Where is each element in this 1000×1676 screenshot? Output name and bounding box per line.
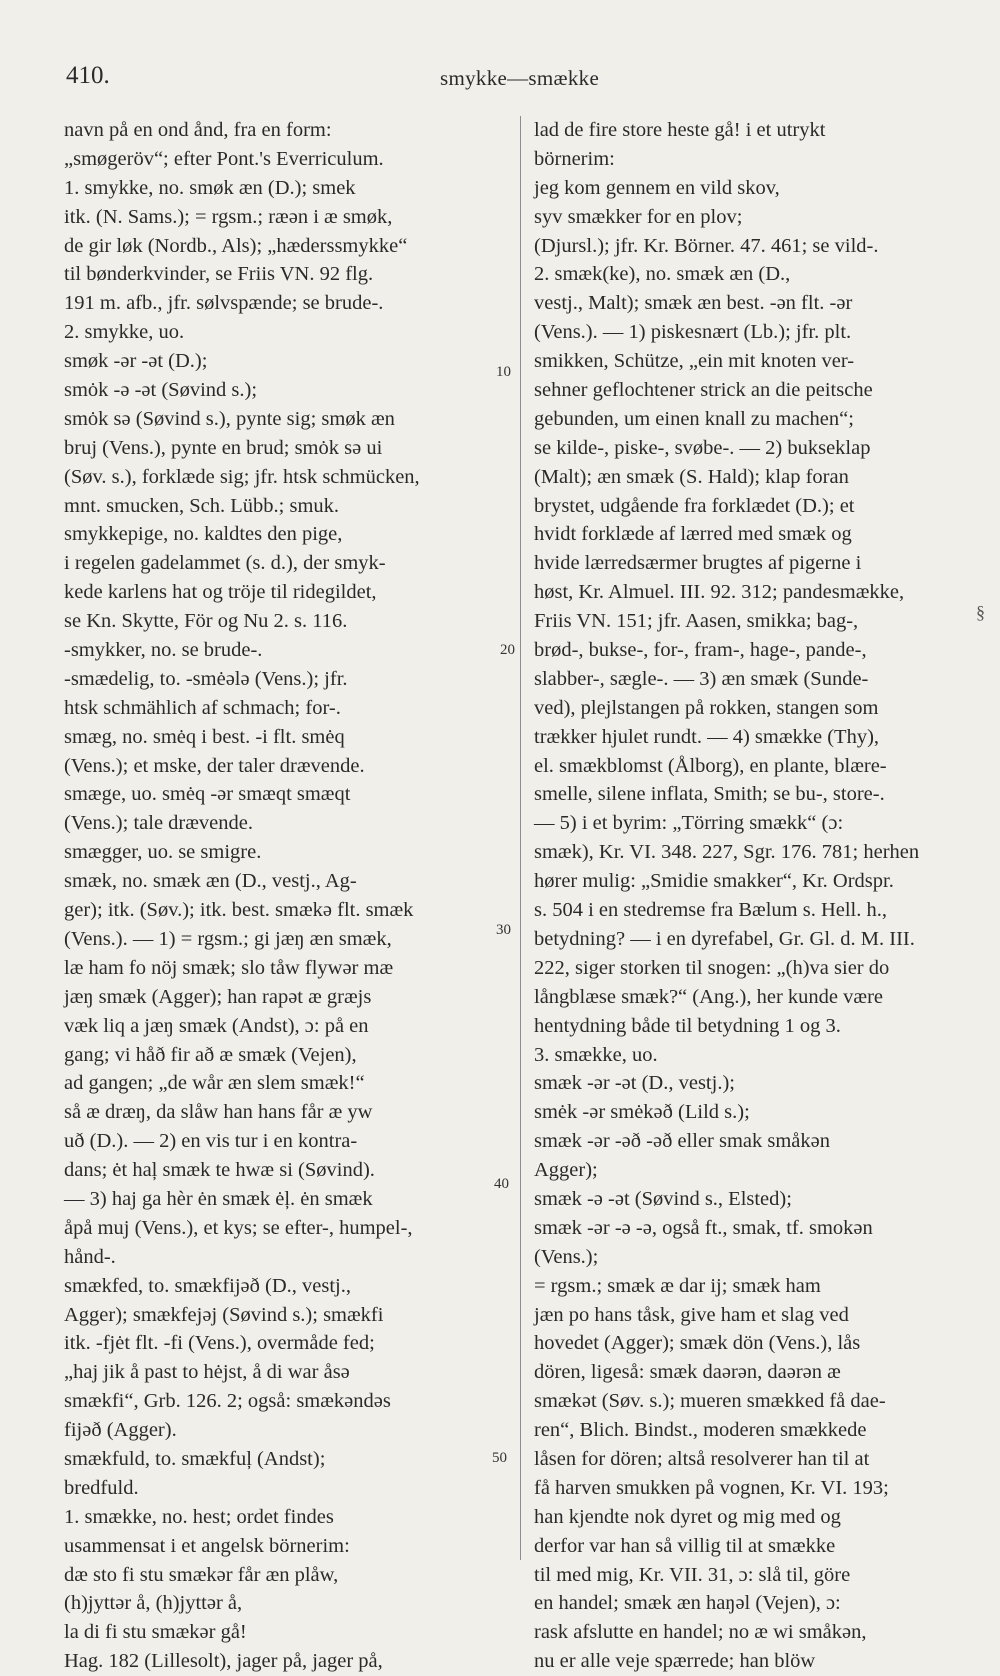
text-line: 1. smække, no. hest; ordet findes	[64, 1505, 334, 1528]
line-marker-50: 50	[492, 1450, 507, 1466]
text-line: smȯk sə (Søvind s.), pynte sig; smøk æn	[64, 407, 395, 430]
text-line: en handel; smæk æn haŋəl (Vejen), ɔ:	[534, 1592, 841, 1615]
text-line: få harven smukken på vognen, Kr. VI. 193;	[534, 1476, 889, 1499]
text-line: smækfi“, Grb. 126. 2; også: smækəndəs	[64, 1390, 391, 1413]
text-line: til med mig, Kr. VII. 31, ɔ: slå til, göre	[534, 1563, 851, 1586]
text-line: til bønderkvinder, se Friis VN. 92 flg.	[64, 263, 374, 286]
text-line: bruj (Vens.), pynte en brud; smȯk sə ui	[64, 436, 383, 459]
text-line: smikken, Schütze, „ein mit knoten ver-	[534, 350, 855, 373]
text-line: i regelen gadelammet (s. d.), der smyk-	[64, 552, 386, 575]
stray-mark: §	[976, 602, 985, 622]
text-line: ad gangen; „de wår æn slem smæk!“	[64, 1072, 365, 1095]
text-line: brød-, bukse-, for-, fram-, hage-, pande-,	[534, 639, 867, 662]
text-line: betydning? — i en dyrefabel, Gr. Gl. d. M. III.	[534, 927, 915, 950]
text-line: smykkepige, no. kaldtes den pige,	[64, 523, 343, 546]
text-line: jeg kom gennem en vild skov,	[534, 176, 780, 199]
text-line: slabber-, sægle-. — 3) æn smæk (Sunde-	[534, 667, 869, 690]
text-line: åpå muj (Vens.), et kys; se efter-, humpel-,	[64, 1216, 413, 1239]
text-line: Agger);	[534, 1159, 598, 1182]
text-line: smækət (Søv. s.); mueren smækked få dae-	[534, 1390, 886, 1413]
text-line: smækfed, to. smækfijəð (D., vestj.,	[64, 1274, 351, 1297]
text-line: væk liq a jæŋ smæk (Andst), ɔ: på en	[64, 1014, 369, 1037]
text-line: ger); itk. (Søv.); itk. best. smækə flt. smæk	[64, 899, 414, 922]
text-line: el. smækblomst (Ålborg), en plante, blære-	[534, 754, 887, 777]
text-line: mnt. smucken, Sch. Lübb.; smuk.	[64, 494, 340, 517]
text-line: Hag. 182 (Lillesolt), jager på, jager på,	[64, 1650, 383, 1673]
running-head: smykke—smække	[440, 66, 600, 90]
text-line: hovedet (Agger); smæk dön (Vens.), lås	[534, 1332, 861, 1355]
text-line: fijəð (Agger).	[64, 1419, 177, 1442]
text-line: lad de fire store heste gå! i et utrykt	[534, 119, 826, 141]
line-marker-20: 20	[500, 642, 515, 658]
text-line: 191 m. afb., jfr. sølvspænde; se brude-.	[64, 292, 384, 315]
text-line: læ ham fo nöj smæk; slo tåw flywər mæ	[64, 956, 394, 979]
line-marker-30: 30	[496, 922, 511, 938]
text-line: navn på en ond ånd, fra en form:	[64, 119, 332, 141]
text-line: (Vens.). — 1) = rgsm.; gi jæŋ æn smæk,	[64, 927, 392, 950]
text-line: sehner geflochtener strick an die peitsche	[534, 379, 873, 402]
right-column	[534, 116, 954, 1676]
text-line: smæk -ə -ət (Søvind s., Elsted);	[534, 1187, 792, 1210]
page-number: 410.	[66, 62, 110, 89]
text-line: smækfuld, to. smækfuļ (Andst);	[64, 1447, 326, 1470]
text-line: de gir løk (Nordb., Als); „hæderssmykke“	[64, 234, 408, 257]
text-line: gebunden, um einen knall zu machen“;	[534, 407, 854, 430]
text-line: börnerim:	[534, 147, 615, 170]
text-line: så æ dræŋ, da slåw han hans får æ yw	[64, 1101, 373, 1124]
text-line: gang; vi håð fir að æ smæk (Vejen),	[64, 1043, 357, 1066]
line-marker-10: 10	[496, 364, 511, 380]
text-line: jæn po hans tåsk, give ham et slag ved	[534, 1303, 849, 1326]
text-line: dören, ligeså: smæk daərən, daərən æ	[534, 1361, 841, 1384]
text-line: smæk), Kr. VI. 348. 227, Sgr. 176. 781; herhen	[534, 841, 920, 864]
text-line: jæŋ smæk (Agger); han rapət æ græjs	[64, 985, 372, 1008]
text-line: hånd-.	[64, 1245, 116, 1268]
text-line: htsk schmählich af schmach; for-.	[64, 696, 341, 719]
text-line: hører mulig: „Smidie smakker“, Kr. Ordspr.	[534, 870, 894, 893]
text-line: smæk -ər -ə -ə, også ft., smak, tf. smokən	[534, 1216, 873, 1239]
text-line: låsen for dören; altså resolverer han til at	[534, 1447, 870, 1470]
text-line: trækker hjulet rundt. — 4) smække (Thy),	[534, 725, 880, 748]
text-line: syv smækker for en plov;	[534, 205, 743, 228]
text-line: itk. (N. Sams.); = rgsm.; ræən i æ smøk,	[64, 205, 393, 228]
text-line: smėk -ər smėkəð (Lild s.);	[534, 1101, 750, 1124]
text-line: (Vens.);	[534, 1245, 599, 1268]
text-line: hvide lærredsærmer brugtes af pigerne i	[534, 552, 862, 575]
text-line: — 3) haj ga hèr ėn smæk ėļ. ėn smæk	[64, 1187, 373, 1210]
text-line: smȯk -ə -ət (Søvind s.);	[64, 379, 258, 402]
text-line: 1. smykke, no. smøk æn (D.); smek	[64, 176, 356, 199]
text-line: han kjendte nok dyret og mig med og	[534, 1505, 841, 1528]
text-line: hentydning både til betydning 1 og 3.	[534, 1014, 841, 1037]
text-line: se Kn. Skytte, För og Nu 2. s. 116.	[64, 610, 348, 633]
text-line: se kilde-, piske-, svøbe-. — 2) bukseklap	[534, 436, 871, 459]
text-line: 3. smække, uo.	[534, 1043, 658, 1066]
text-line: (Vens.). — 1) piskesnært (Lb.); jfr. plt.	[534, 321, 852, 344]
text-line: (h)jyttər å, (h)jyttər å,	[64, 1592, 243, 1615]
text-line: kede karlens hat og tröje til ridegildet,	[64, 581, 377, 604]
text-line: (Søv. s.), forklæde sig; jfr. htsk schmücken,	[64, 465, 420, 488]
text-line: usammensat i et angelsk börnerim:	[64, 1534, 350, 1557]
text-line: derfor var han så villig til at smække	[534, 1534, 836, 1557]
text-line: smæge, uo. smėq -ər smæqt smæqt	[64, 783, 351, 806]
text-line: (Djursl.); jfr. Kr. Börner. 47. 461; se vild-.	[534, 234, 879, 257]
text-line: smæk, no. smæk æn (D., vestj., Ag-	[64, 870, 357, 893]
text-line: dæ sto fi stu smækər får æn plåw,	[64, 1563, 339, 1586]
text-line: Friis VN. 151; jfr. Aasen, smikka; bag-,	[534, 610, 859, 633]
text-line: 222, siger storken til snogen: „(h)va sier do	[534, 956, 890, 979]
text-line: høst, Kr. Almuel. III. 92. 312; pandesmække,	[534, 581, 905, 604]
text-line: Agger); smækfejəj (Søvind s.); smækfi	[64, 1303, 384, 1326]
text-line: dans; ėt haļ smæk te hwæ si (Søvind).	[64, 1159, 375, 1182]
left-column	[64, 116, 508, 1676]
text-line: smøk -ər -ət (D.);	[64, 350, 208, 373]
text-line: ved), plejlstangen på rokken, stangen som	[534, 696, 879, 719]
text-line: itk. -fjėt flt. -fi (Vens.), overmåde fed;	[64, 1332, 375, 1355]
text-line: „smøgeröv“; efter Pont.'s Everriculum.	[64, 147, 384, 170]
text-line: = rgsm.; smæk æ dar ij; smæk ham	[534, 1274, 821, 1297]
line-marker-40: 40	[494, 1176, 509, 1192]
text-line: -smædelig, to. -smėələ (Vens.); jfr.	[64, 667, 348, 690]
text-line: (Malt); æn smæk (S. Hald); klap foran	[534, 465, 849, 488]
text-line: s. 504 i en stedremse fra Bælum s. Hell. h.,	[534, 899, 888, 922]
text-line: 2. smykke, uo.	[64, 321, 185, 344]
text-line: (Vens.); et mske, der taler drævende.	[64, 754, 365, 777]
text-line: smæg, no. smėq i best. -i flt. smėq	[64, 725, 345, 748]
text-line: rask afslutte en handel; no æ wi småkən,	[534, 1621, 867, 1644]
text-line: smæk -ər -ət (D., vestj.);	[534, 1072, 735, 1095]
text-line: uð (D.). — 2) en vis tur i en kontra-	[64, 1130, 358, 1153]
text-line: långblæse smæk?“ (Ang.), her kunde være	[534, 985, 883, 1008]
text-line: „haj jik å past to hėjst, å di war åsə	[64, 1361, 350, 1384]
text-line: smæk -ər -əð -əð eller smak småkən	[534, 1130, 831, 1153]
text-line: — 5) i et byrim: „Törring smækk“ (ɔ:	[534, 812, 844, 835]
text-line: -smykker, no. se brude-.	[64, 639, 263, 662]
text-line: smelle, silene inflata, Smith; se bu-, store-.	[534, 783, 885, 806]
text-line: (Vens.); tale drævende.	[64, 812, 253, 835]
text-line: hvidt forklæde af lærred med smæk og	[534, 523, 852, 546]
column-rule	[520, 116, 521, 1560]
text-line: nu er alle veje spærrede; han blöw	[534, 1650, 816, 1673]
text-line: ren“, Blich. Bindst., moderen smækkede	[534, 1419, 867, 1442]
text-line: vestj., Malt); smæk æn best. -ən flt. -ər	[534, 292, 853, 315]
text-line: brystet, udgående fra forklædet (D.); et	[534, 494, 855, 517]
text-line: smægger, uo. se smigre.	[64, 841, 262, 864]
text-line: bredfuld.	[64, 1476, 139, 1499]
text-line: la di fi stu smækər gå!	[64, 1621, 247, 1644]
text-line: 2. smæk(ke), no. smæk æn (D.,	[534, 263, 791, 286]
